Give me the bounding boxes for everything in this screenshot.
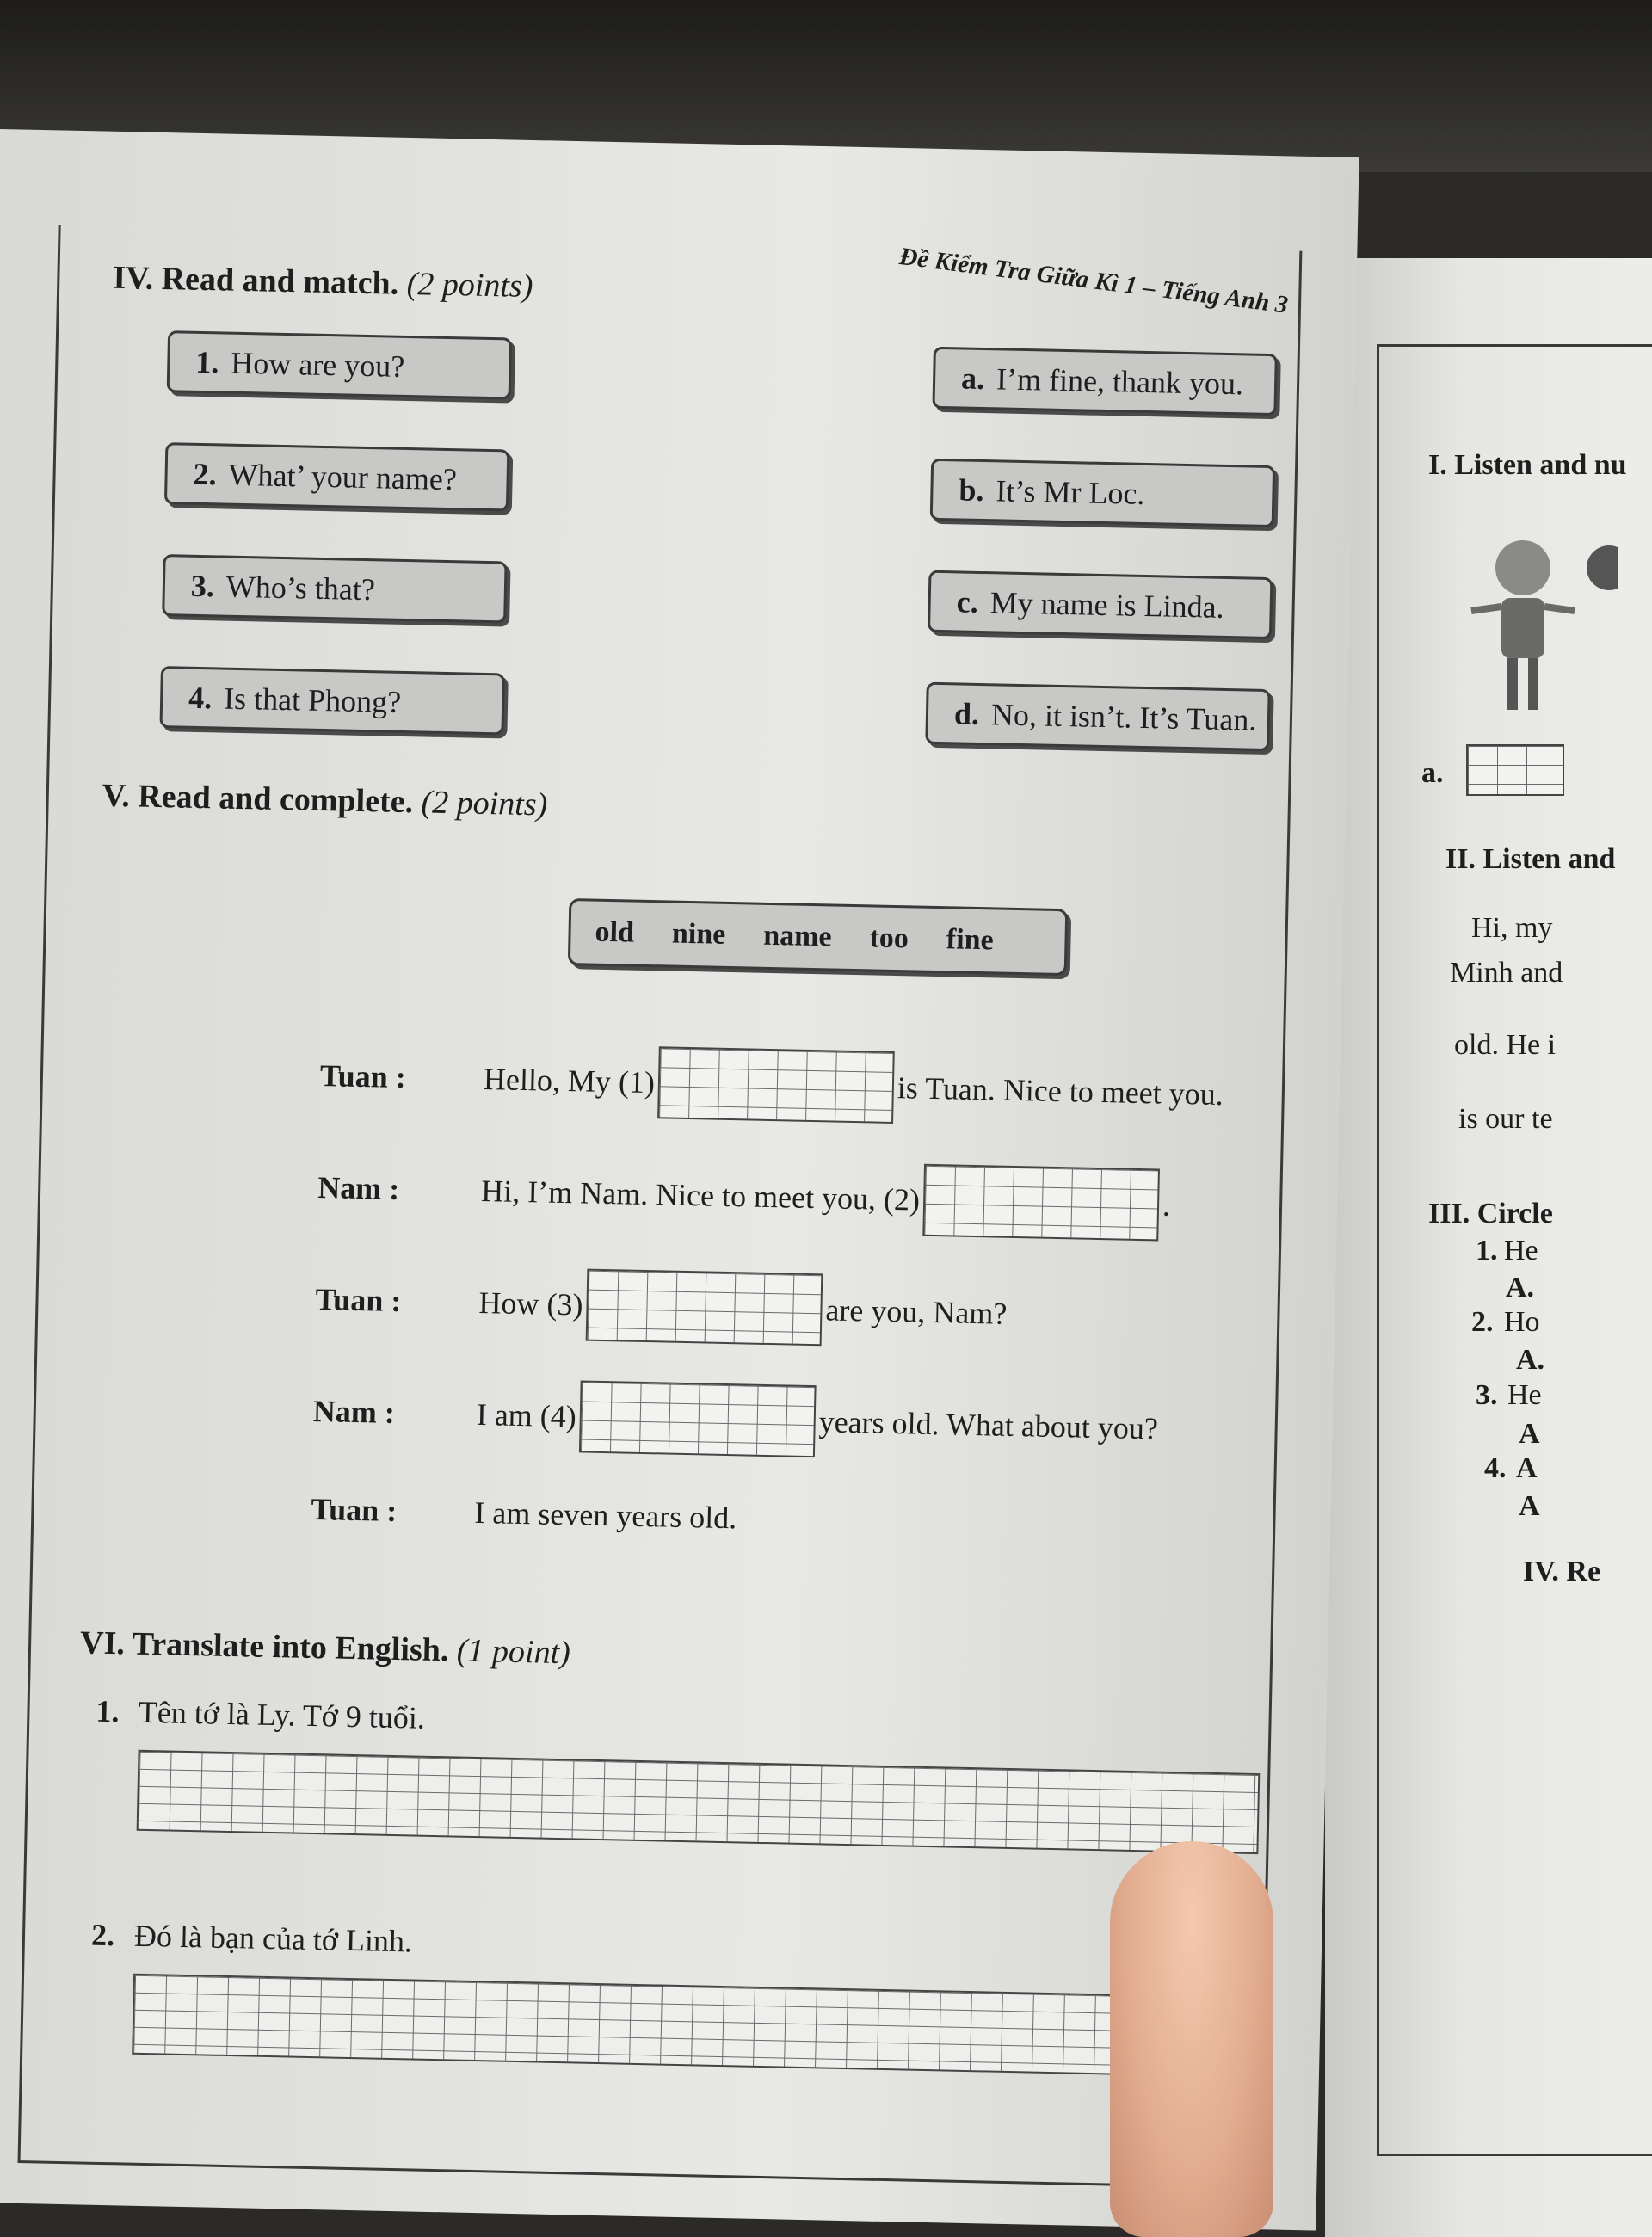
dialogue-text: years old. What about you?	[818, 1404, 1159, 1446]
right-item-num: 3.	[1476, 1379, 1498, 1411]
answer-letter: a.	[960, 361, 985, 397]
right-section-iv-title: IV. Re	[1523, 1556, 1601, 1587]
translate-item-1	[96, 1693, 425, 1736]
dialogue-text: is Tuan. Nice to meet you.	[897, 1070, 1224, 1112]
dialogue-text: Hello, My (1)	[483, 1062, 656, 1100]
match-answer-a[interactable]	[932, 347, 1277, 416]
question-text: Who’s that?	[225, 569, 376, 607]
dialogue-line-3	[315, 1263, 1008, 1350]
right-section-i-title: I. Listen and nu	[1428, 449, 1627, 481]
item-number: 1.	[96, 1693, 120, 1729]
answer-grid-2[interactable]	[922, 1164, 1160, 1242]
finger-holding-page	[1110, 1841, 1273, 2237]
question-number: 1.	[194, 344, 219, 380]
speaker-name: Nam :	[317, 1170, 400, 1206]
match-question-3[interactable]	[162, 554, 507, 623]
speaker-name: Nam :	[312, 1393, 396, 1430]
dialogue-text: I am seven years old.	[474, 1494, 737, 1536]
word-bank	[568, 898, 1069, 976]
right-text-line: is our te	[1458, 1103, 1553, 1135]
section-v-heading: V. Read and complete.	[102, 777, 414, 821]
right-item-text: Ho	[1504, 1306, 1540, 1338]
dialogue-text: .	[1162, 1187, 1171, 1223]
match-answer-b[interactable]	[930, 459, 1275, 527]
answer-text: It’s Mr Loc.	[996, 473, 1145, 511]
right-label-a: a.	[1421, 757, 1444, 789]
question-number: 2.	[193, 456, 218, 492]
right-item-text: He	[1507, 1379, 1542, 1411]
word-bank-item: old	[595, 915, 635, 949]
right-option[interactable]: A	[1519, 1490, 1540, 1522]
right-text-line: Hi, my	[1471, 912, 1553, 944]
dialogue-text: How (3)	[478, 1285, 583, 1322]
item-text: Đó là bạn của tớ Linh.	[133, 1918, 413, 1959]
answer-letter: c.	[956, 584, 979, 619]
right-page	[1325, 258, 1652, 2237]
word-bank-item: nine	[671, 917, 726, 951]
right-option[interactable]: A.	[1506, 1272, 1535, 1303]
right-option[interactable]: A	[1516, 1452, 1538, 1484]
question-text: Is that Phong?	[223, 681, 402, 719]
right-section-iii-title: III. Circle	[1428, 1198, 1553, 1229]
right-item-num: 2.	[1471, 1306, 1494, 1338]
match-answer-d[interactable]	[925, 682, 1270, 751]
right-item-num: 4.	[1484, 1452, 1507, 1484]
question-text: How are you?	[230, 345, 405, 384]
speaker-name: Tuan :	[319, 1058, 407, 1095]
right-option[interactable]: A.	[1516, 1344, 1545, 1376]
right-section-ii-title: II. Listen and	[1446, 843, 1616, 875]
speaker-name: Tuan :	[315, 1281, 402, 1319]
answer-text: No, it isn’t. It’s Tuan.	[990, 697, 1257, 737]
item-number: 2.	[90, 1917, 115, 1953]
dialogue-text: are you, Nam?	[825, 1292, 1008, 1331]
answer-grid-3[interactable]	[586, 1269, 823, 1347]
question-number: 4.	[188, 680, 213, 716]
dialogue-text: I am (4)	[476, 1396, 577, 1434]
right-item-num: 1.	[1476, 1235, 1498, 1266]
item-text: Tên tớ là Ly. Tớ 9 tuổi.	[138, 1694, 426, 1735]
word-bank-item: name	[762, 919, 832, 953]
section-v-points: (2 points)	[421, 784, 548, 823]
dialogue-text: Hi, I’m Nam. Nice to meet you, (2)	[480, 1173, 921, 1217]
answer-letter: d.	[953, 696, 980, 731]
answer-grid-4[interactable]	[579, 1380, 817, 1457]
page-header: Đề Kiểm Tra Giữa Kì 1 – Tiếng Anh 3	[897, 242, 1290, 319]
translate-item-2	[91, 1917, 413, 1960]
question-number: 3.	[190, 568, 215, 604]
answer-text: My name is Linda.	[989, 585, 1225, 625]
match-question-1[interactable]	[167, 330, 512, 399]
right-text-line: Minh and	[1450, 957, 1563, 989]
section-iv-heading: IV. Read and match.	[112, 259, 399, 302]
word-bank-item: fine	[946, 923, 995, 957]
cartoon-children-illustration	[1463, 525, 1618, 723]
right-option[interactable]: A	[1519, 1418, 1540, 1450]
section-iv-points: (2 points)	[406, 265, 533, 305]
right-text-line: old. He i	[1454, 1029, 1556, 1061]
speaker-name: Tuan :	[311, 1491, 398, 1529]
section-vi-heading: VI. Translate into English.	[79, 1624, 449, 1669]
answer-letter: b.	[959, 472, 984, 508]
match-answer-c[interactable]	[928, 570, 1273, 639]
word-bank-item: too	[869, 921, 909, 955]
answer-grid-a[interactable]	[1466, 744, 1564, 796]
match-question-4[interactable]	[159, 666, 504, 735]
section-vi-points: (1 point)	[456, 1632, 571, 1672]
question-text: What’ your name?	[228, 457, 458, 497]
answer-grid-1[interactable]	[657, 1046, 895, 1124]
match-question-2[interactable]	[164, 442, 509, 511]
right-item-text: He	[1504, 1235, 1538, 1266]
answer-text: I’m fine, thank you.	[996, 361, 1244, 402]
